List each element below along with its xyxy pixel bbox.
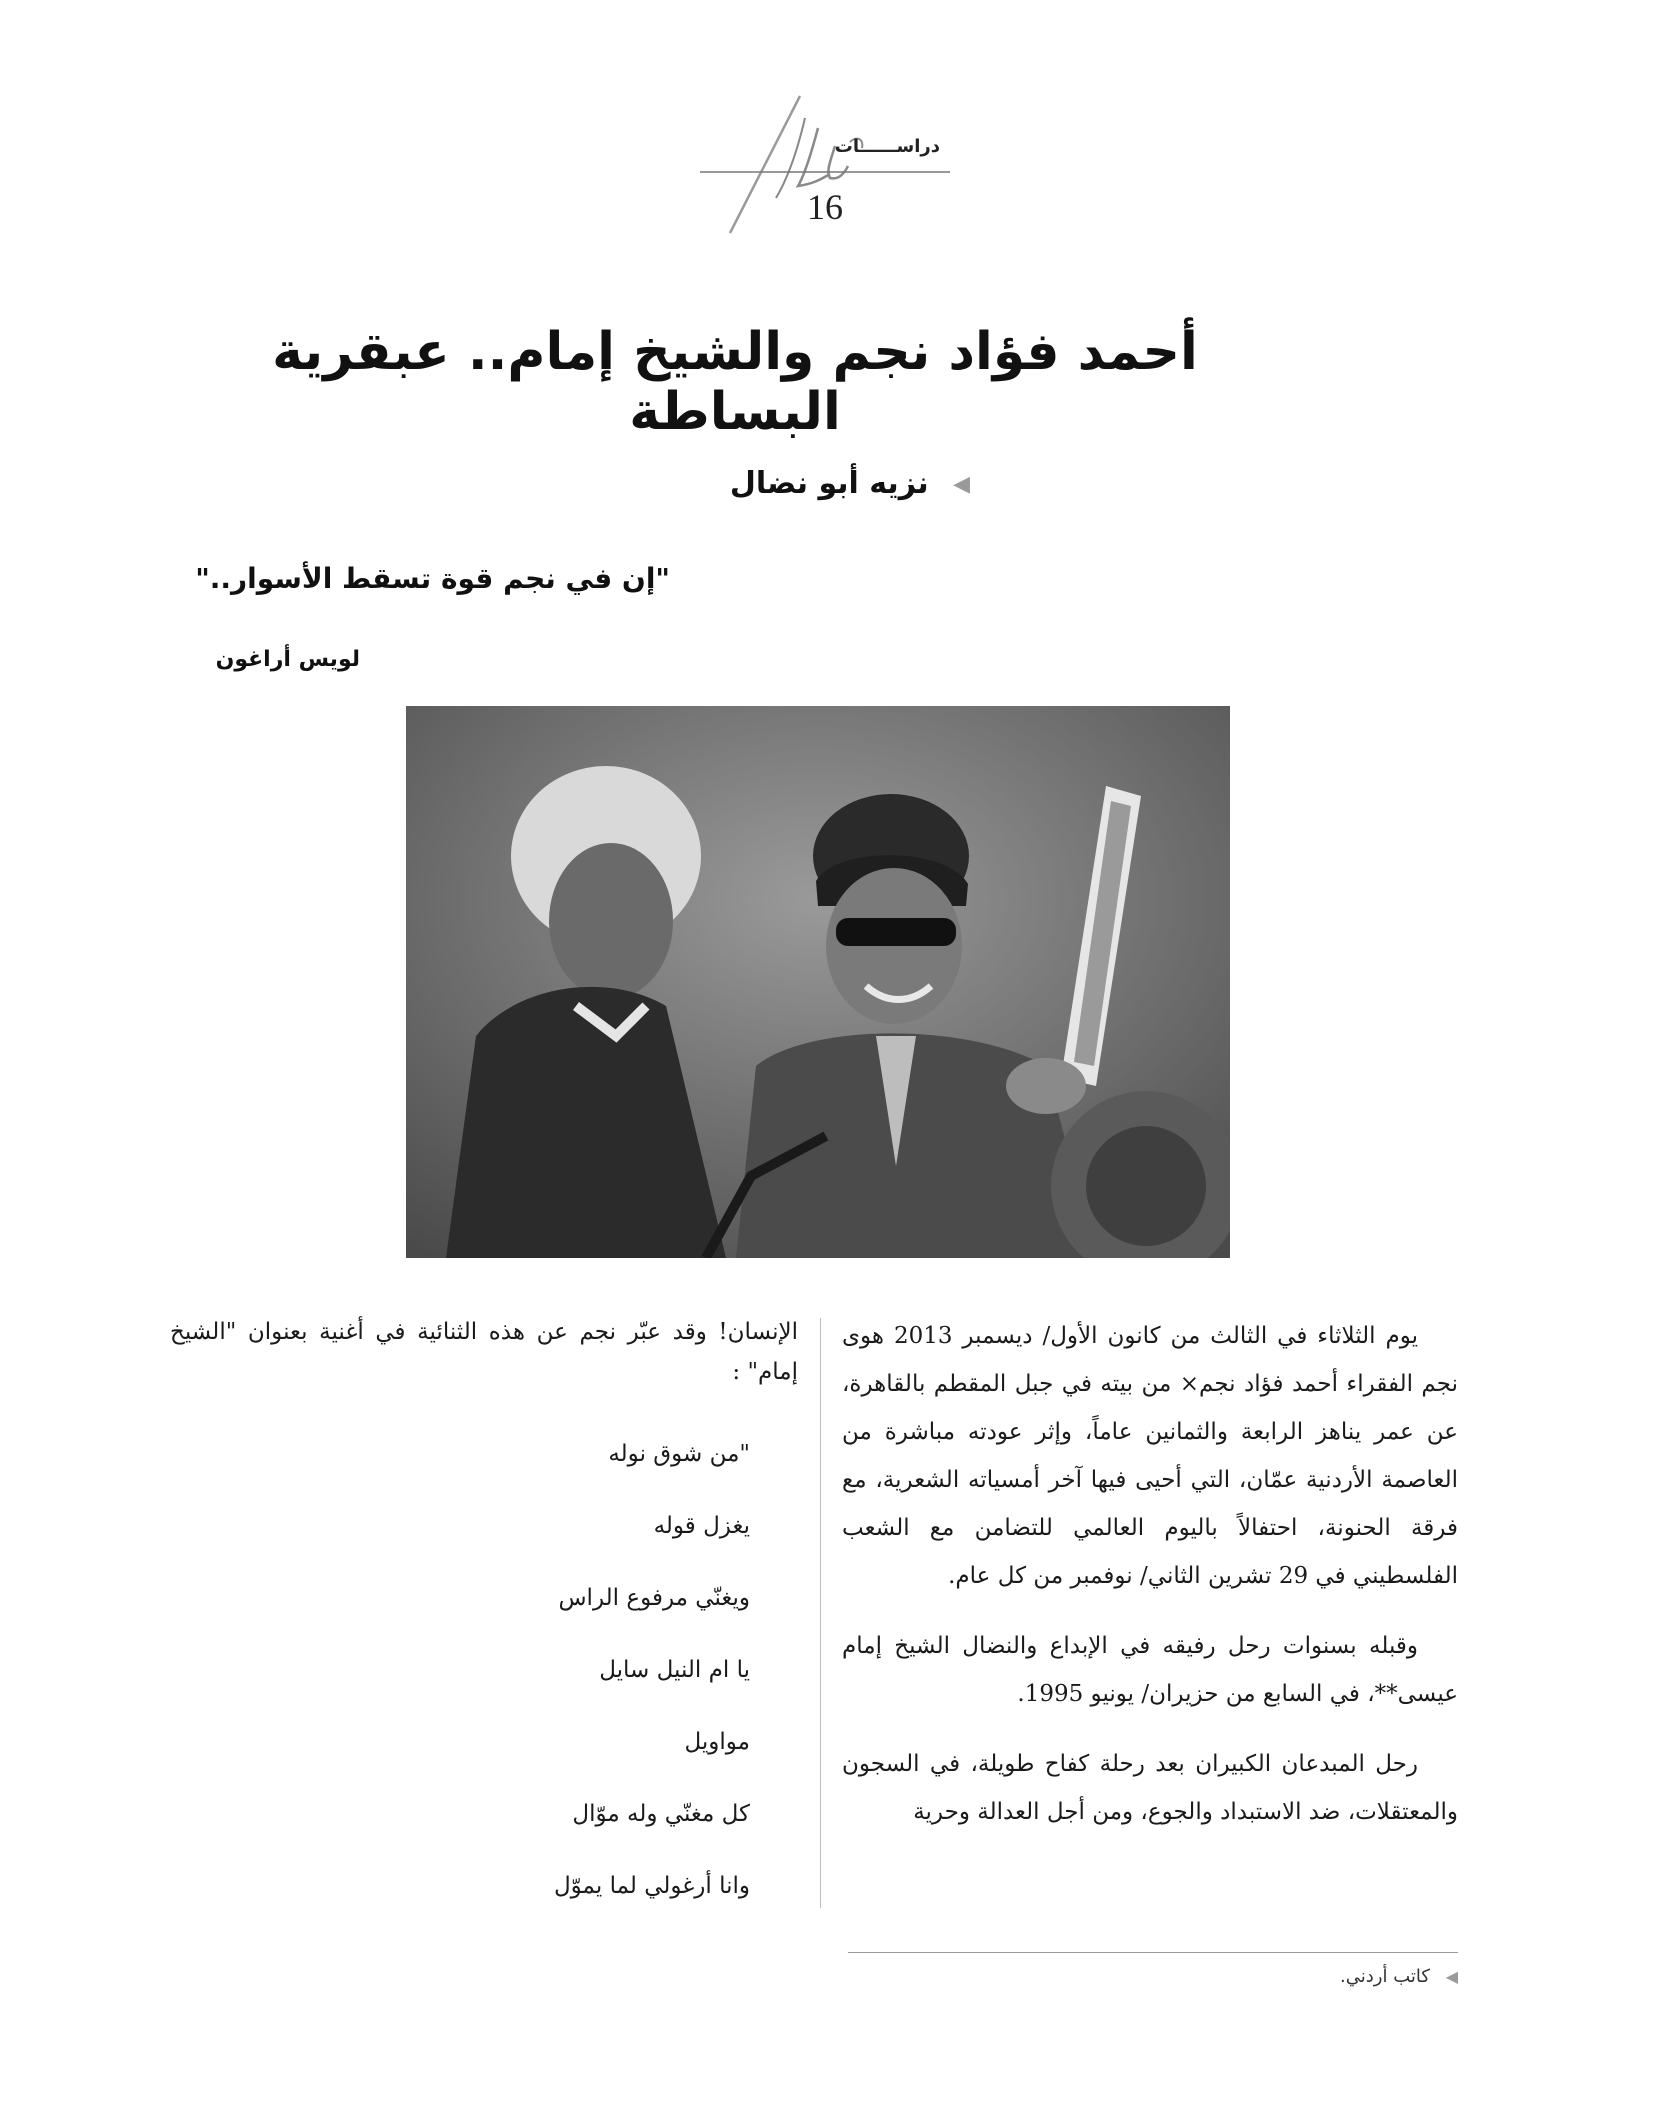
page-number: 16 [807,187,843,227]
poem-line: وانا أرغولي لما يموّل [553,1873,750,1899]
article-photo [406,706,1230,1258]
column-divider [820,1318,821,1908]
footnote-rule [848,1952,1458,1953]
author-name: نزيه أبو نضال [729,466,929,501]
section-label: دراســــــات [834,136,940,157]
author-line [660,466,970,501]
paragraph: رحل المبدعان الكبيران بعد رحلة كفاح طويلة، في السجون والمعتقلات، ضد الاستبداد والجوع، ومن أجل العدالة وحرية [842,1751,1458,1825]
poem [500,1434,750,1938]
paragraph: يوم الثلاثاء في الثالث من كانون الأول/ ديسمبر 2013 هوى نجم الفقراء أحمد فؤاد نجم× من بيته في جبل المقطم بالقاهرة، عن عمر يناهز الرابعة والثمانين عاماً، وإثر عودته مباشرة من العاصمة الأردنية عمّان، التي أحيى فيها آخر أمسياته الشعرية، مع فرقة الحنونة، احتفالاً باليوم العالمي للتضامن مع الشعب الفلسطيني في 29 تشرين الثاني/ نوفمبر من كل عام. [842,1323,1458,1589]
paragraph: وقبله بسنوات رحل رفيقه في الإبداع والنضال الشيخ إمام عيسى**، في السابع من حزيران/ يونيو 1995. [842,1633,1458,1707]
article-body-left-column [170,1312,798,1392]
epigraph-quote: "إن في نجم قوة تسقط الأسوار.." [195,562,670,595]
poem-line: يغزل قوله [653,1513,750,1539]
bullet-triangle-icon: ◀ [953,472,970,497]
poem-line: "من شوق نوله [608,1441,750,1467]
paragraph: الإنسان! وقد عبّر نجم عن هذه الثنائية في أغنية بعنوان "الشيخ إمام" : [170,1319,798,1385]
article-body-right-column [842,1312,1458,1858]
poem-line: مواويل [684,1729,750,1755]
poem-line: يا ام النيل سايل [599,1657,750,1683]
bullet-triangle-icon: ◀ [1445,1967,1458,1986]
footnote-text: كاتب أردني. [1340,1966,1430,1987]
epigraph-author: لويس أراغون [215,647,360,672]
poem-line: كل مغنّي وله موّال [572,1801,750,1827]
article-title: أحمد فؤاد نجم والشيخ إمام.. عبقرية البساطة [272,322,1198,442]
poem-line: ويغنّي مرفوع الراس [558,1585,750,1611]
footnote [1200,1966,1458,1987]
